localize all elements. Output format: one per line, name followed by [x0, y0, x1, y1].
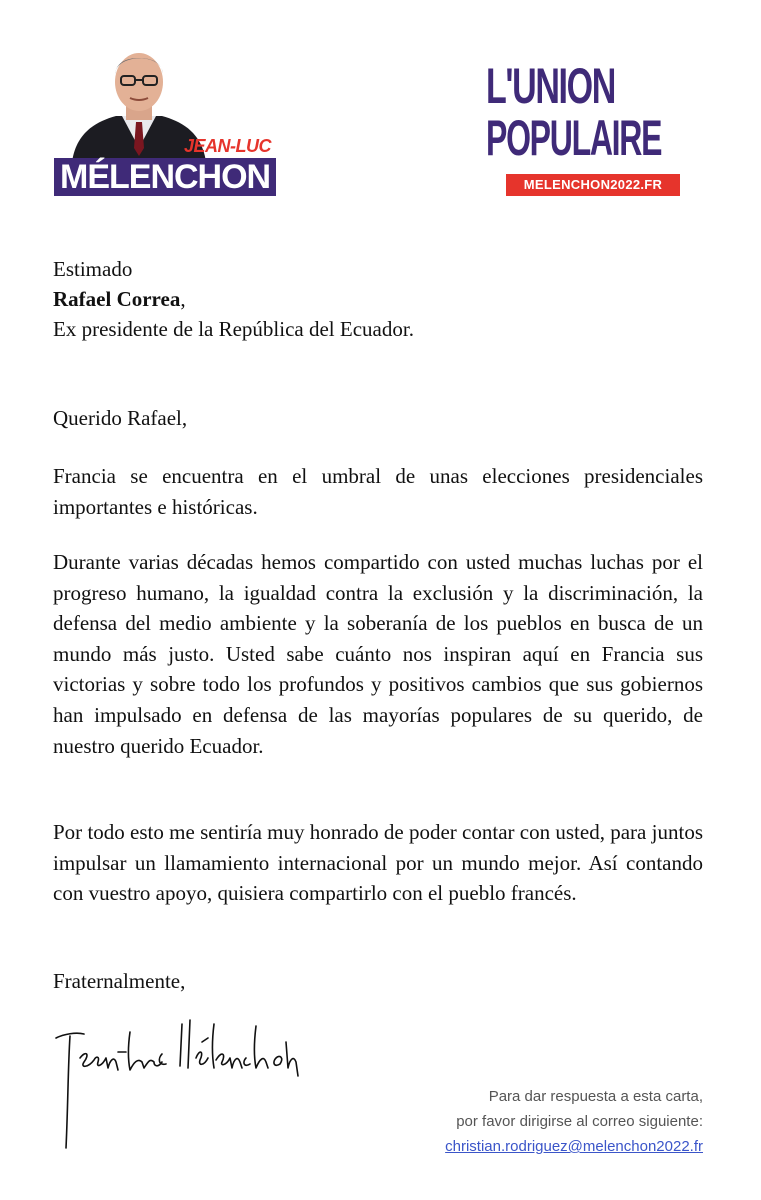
paragraph-2: Durante varias décadas hemos compartido con usted muchas luchas por el progreso humano, la igualdad contra la exclusión y la discriminación, la defensa del medio ambiente y la soberanía de los pueblos en busca de un mundo más justo. Usted sabe cuánto nos inspiran aquí en Francia sus victorias y sobre todo los profundos y positivos cambios que sus gobiernos han impulsado en defensa de las mayorías populares de su querido, de nuestro querido Ecuador.	[53, 550, 703, 758]
logo-last-name: MÉLENCHON	[60, 158, 271, 196]
paragraph-3: Por todo esto me sentiría muy honrado de poder contar con usted, para juntos impulsar un llamamiento internacional por un mundo mejor. Así contando con vuestro apoyo, quisiera compartirlo con el pueblo francés.	[53, 820, 703, 906]
union-populaire-logo	[486, 60, 706, 196]
recipient-name: Rafael Correa	[53, 287, 181, 311]
paragraph-1: Francia se encuentra en el umbral de unas elecciones presidenciales importantes e históricas.	[53, 464, 703, 519]
salutation-intro: Estimado	[53, 257, 133, 281]
website-badge: MELENCHON2022.FR	[506, 174, 680, 196]
handwritten-signature	[50, 1006, 310, 1156]
recipient-title: Ex presidente de la República del Ecuador.	[53, 317, 414, 341]
closing: Fraternalmente,	[53, 969, 186, 993]
logo-line-union: L'UNION	[486, 58, 615, 114]
greeting: Querido Rafael,	[53, 406, 188, 430]
recipient-comma: ,	[180, 287, 186, 311]
footer-line-2: por favor dirigirse al correo siguiente:	[456, 1113, 703, 1130]
melenchon-logo	[54, 44, 276, 196]
recipient-line	[53, 286, 186, 312]
contact-email-link[interactable]: christian.rodriguez@melenchon2022.fr	[445, 1138, 703, 1155]
logo-first-name: JEAN-LUC	[184, 136, 272, 156]
footer-line-1: Para dar respuesta a esta carta,	[488, 1088, 703, 1105]
logo-line-populaire: POPULAIRE	[486, 110, 662, 166]
